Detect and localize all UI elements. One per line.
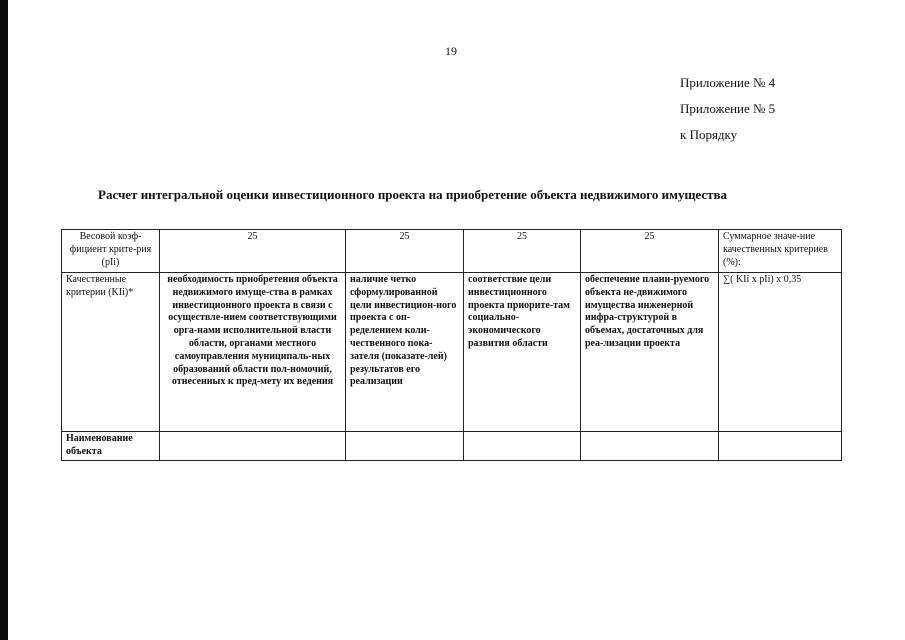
- object-cell-5: [719, 432, 842, 461]
- page-number: 19: [445, 44, 457, 58]
- criteria-row: [62, 273, 842, 432]
- appendix-line-1: Приложение № 4: [680, 75, 776, 90]
- criterion-4: обеспечение плани-руемого объекта не-движимого имущества инженерной инфра-структурой в объемах, достаточных для реа-лизации проекта: [581, 273, 719, 432]
- weight-row: [62, 230, 842, 273]
- criteria-label: Качественные критерии (KIi)*: [62, 273, 160, 432]
- weight-label: Весовой коэф-фициент крите-рия (pIi): [62, 230, 160, 273]
- weight-value-2: 25: [346, 230, 464, 273]
- object-row: [62, 432, 842, 461]
- document-title: Расчет интегральной оценки инвестиционного проекта на приобретение объекта недвижимого имущества: [98, 187, 728, 202]
- weight-value-3: 25: [464, 230, 581, 273]
- criterion-3: соответствие цели инвестиционного проекта приорите-там социально-экономического развития области: [464, 273, 581, 432]
- summary-header: Суммарное значе-ние качественных критериев (%):: [719, 230, 842, 273]
- scan-edge: [0, 0, 8, 640]
- criterion-1: необходимость приобретения объекта недвижимого имуще-ства в рамках инвестиционного проекта в связи с осуществле-нием соответствующими орга-нами исполнительной власти области, органами местного самоуправления муниципаль-ных образований области пол-номочий, отнесенных к пред-мету их ведения: [160, 273, 346, 432]
- evaluation-table: [61, 229, 842, 461]
- criterion-2: наличие четко сформулированной цели инвестицион-ного проекта с оп-ределением коли-чественного пока-зателя (показате-лей) результатов его реализации: [346, 273, 464, 432]
- object-cell-4: [581, 432, 719, 461]
- appendix-line-3: к Порядку: [680, 127, 738, 142]
- object-name-label: Наименование объекта: [62, 432, 160, 461]
- summary-formula: ∑( KIi x pIi) x 0,35: [719, 273, 842, 432]
- weight-value-1: 25: [160, 230, 346, 273]
- appendix-line-2: Приложение № 5: [680, 101, 776, 116]
- object-cell-3: [464, 432, 581, 461]
- object-cell-2: [346, 432, 464, 461]
- weight-value-4: 25: [581, 230, 719, 273]
- object-cell-1: [160, 432, 346, 461]
